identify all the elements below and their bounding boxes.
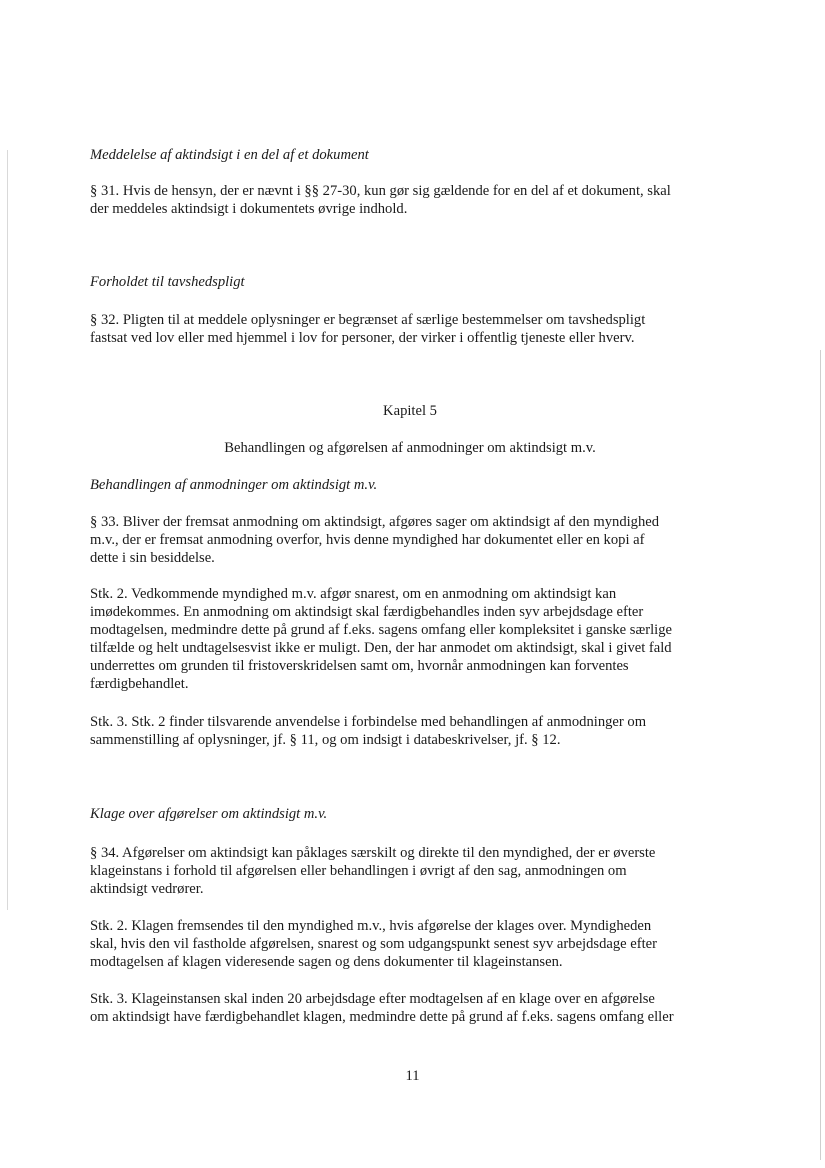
section-33-paragraph-2 bbox=[90, 585, 730, 693]
text-line: færdigbehandlet. bbox=[90, 676, 189, 692]
section-32-heading: Forholdet til tavshedspligt bbox=[90, 274, 245, 290]
text-line: om aktindsigt have færdigbehandlet klagen, medmindre dette på grund af f.eks. sagens omfang eller bbox=[90, 1009, 674, 1025]
text-line: aktindsigt vedrører. bbox=[90, 881, 204, 897]
section-34-paragraph-1 bbox=[90, 844, 730, 898]
text-line: dette i sin besiddelse. bbox=[90, 550, 215, 566]
text-line: sammenstilling af oplysninger, jf. § 11, og om indsigt i databeskrivelser, jf. § 12. bbox=[90, 732, 561, 748]
text-line: modtagelsen af klagen videresende sagen og dens dokumenter til klageinstansen. bbox=[90, 954, 563, 970]
text-line: modtagelsen, medmindre dette på grund af f.eks. sagens omfang eller kompleksitet i ganske særlige bbox=[90, 622, 672, 638]
page-number: 11 bbox=[405, 1068, 420, 1084]
text-line: skal, hvis den vil fastholde afgørelsen, snarest og som udgangspunkt senest syv arbejdsdage efter bbox=[90, 936, 657, 952]
text-line: m.v., der er fremsat anmodning overfor, hvis denne myndighed har dokumentet eller en kopi af bbox=[90, 532, 645, 548]
section-34-paragraph-2 bbox=[90, 917, 730, 971]
section-33-paragraph-1 bbox=[90, 513, 730, 567]
text-line: Stk. 3. Klageinstansen skal inden 20 arbejdsdage efter modtagelsen af en klage over en afgørelse bbox=[90, 991, 655, 1007]
chapter-number: Kapitel 5 bbox=[383, 403, 437, 419]
section-33-paragraph-3 bbox=[90, 713, 730, 749]
section-33-heading: Behandlingen af anmodninger om aktindsigt m.v. bbox=[90, 477, 378, 493]
text-line: Stk. 2. Vedkommende myndighed m.v. afgør snarest, om en anmodning om aktindsigt kan bbox=[90, 586, 617, 602]
section-31-paragraph bbox=[90, 182, 730, 218]
text-line: § 32. Pligten til at meddele oplysninger er begrænset af særlige bestemmelser om tavshedspligt bbox=[90, 312, 646, 328]
text-line: underrettes om grunden til fristoverskridelsen samt om, hvornår anmodningen kan forventes bbox=[90, 658, 629, 674]
text-line: fastsat ved lov eller med hjemmel i lov for personer, der virker i offentlig tjeneste eller hverv. bbox=[90, 330, 635, 346]
chapter-title: Behandlingen og afgørelsen af anmodninger om aktindsigt m.v. bbox=[224, 440, 596, 456]
text-line: imødekommes. En anmodning om aktindsigt skal færdigbehandles inden syv arbejdsdage efter bbox=[90, 604, 644, 620]
text-line: § 34. Afgørelser om aktindsigt kan påklages særskilt og direkte til den myndighed, der er øverste bbox=[90, 845, 656, 861]
scan-edge-right bbox=[820, 350, 821, 1160]
text-line: klageinstans i forhold til afgørelsen eller behandlingen i øvrigt af den sag, anmodningen om bbox=[90, 863, 627, 879]
section-32-paragraph bbox=[90, 311, 730, 347]
text-line: Stk. 3. Stk. 2 finder tilsvarende anvendelse i forbindelse med behandlingen af anmodninger om bbox=[90, 714, 647, 730]
scan-edge-left bbox=[7, 150, 8, 910]
text-line: § 31. Hvis de hensyn, der er nævnt i §§ 27-30, kun gør sig gældende for en del af et dokument, skal bbox=[90, 183, 671, 199]
text-line: § 33. Bliver der fremsat anmodning om aktindsigt, afgøres sager om aktindsigt af den myndighed bbox=[90, 514, 660, 530]
section-34-paragraph-3 bbox=[90, 990, 730, 1026]
section-31-heading: Meddelelse af aktindsigt i en del af et dokument bbox=[90, 147, 369, 163]
text-line: Stk. 2. Klagen fremsendes til den myndighed m.v., hvis afgørelse der klages over. Myndigheden bbox=[90, 918, 652, 934]
text-line: tilfælde og helt undtagelsesvist ikke er muligt. Den, der har anmodet om aktindsigt, skal i givet fald bbox=[90, 640, 672, 656]
text-line: der meddeles aktindsigt i dokumentets øvrige indhold. bbox=[90, 201, 408, 217]
section-34-heading: Klage over afgørelser om aktindsigt m.v. bbox=[90, 806, 328, 822]
